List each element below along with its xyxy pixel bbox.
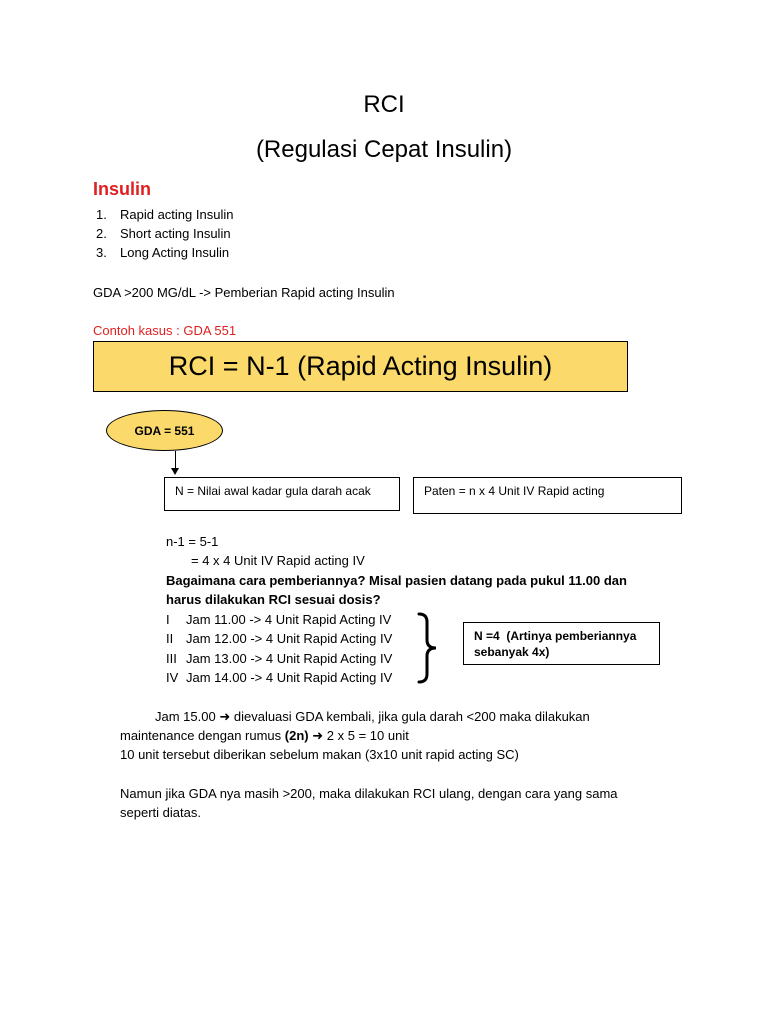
paten-box	[413, 477, 682, 514]
n4-box	[463, 622, 660, 665]
right-arrow-icon: ➜	[312, 728, 324, 743]
gda-bubble	[106, 410, 223, 451]
schedule-roman: III	[166, 651, 177, 666]
list-number: 1.	[96, 207, 107, 222]
doc-title: RCI	[363, 91, 405, 118]
schedule-roman: II	[166, 631, 174, 646]
schedule-row	[166, 612, 391, 627]
n-definition-text: N = Nilai awal kadar gula darah acak	[175, 484, 371, 498]
list-text: Rapid acting Insulin	[120, 207, 234, 222]
eval-line-1	[155, 707, 590, 726]
schedule-row	[166, 670, 392, 685]
schedule-row	[166, 651, 392, 666]
right-brace-icon	[417, 612, 441, 684]
question-line-2: harus dilakukan RCI sesuai dosis?	[166, 592, 381, 607]
eval-formula: (2n)	[284, 728, 309, 743]
case-label: Contoh kasus : GDA 551	[93, 323, 237, 338]
doc-subtitle: (Regulasi Cepat Insulin)	[255, 136, 513, 163]
gda-bubble-text: GDA = 551	[134, 423, 195, 438]
formula-box	[93, 341, 628, 392]
n4-line-2: sebanyak 4x)	[474, 645, 550, 659]
insulin-list	[96, 205, 233, 262]
calc-line-1: n-1 = 5-1	[166, 534, 219, 549]
schedule-text: Jam 11.00 -> 4 Unit Rapid Acting IV	[186, 612, 392, 627]
list-number: 2.	[96, 226, 107, 241]
down-arrow-icon	[171, 468, 179, 475]
schedule-text: Jam 12.00 -> 4 Unit Rapid Acting IV	[186, 631, 393, 646]
eval-maintenance: maintenance dengan rumus	[120, 728, 282, 743]
schedule-text: Jam 13.00 -> 4 Unit Rapid Acting IV	[186, 651, 393, 666]
n4-line-1: N =4 (Artinya pemberiannya	[474, 629, 637, 643]
n-definition-box	[164, 477, 400, 511]
schedule-roman: IV	[166, 670, 179, 685]
question-line-1: Bagaimana cara pemberiannya? Misal pasien datang pada pukul 11.00 dan	[166, 573, 627, 588]
eval-line-3: 10 unit tersebut diberikan sebelum makan (3x10 unit rapid acting SC)	[120, 747, 519, 762]
schedule-roman: I	[166, 612, 170, 627]
repeat-line-1: Namun jika GDA nya masih >200, maka dilakukan RCI ulang, dengan cara yang sama	[120, 786, 618, 801]
eval-time: Jam 15.00	[155, 709, 216, 724]
paten-text: Paten = n x 4 Unit IV Rapid acting	[424, 484, 605, 498]
schedule-text: Jam 14.00 -> 4 Unit Rapid Acting IV	[186, 670, 393, 685]
list-number: 3.	[96, 245, 107, 260]
schedule-row	[166, 631, 392, 646]
insulin-heading: Insulin	[93, 179, 151, 199]
repeat-line-2: seperti diatas.	[120, 805, 201, 820]
gda-rule: GDA >200 MG/dL -> Pemberian Rapid acting Insulin	[93, 285, 395, 300]
formula-text: RCI = N-1 (Rapid Acting Insulin)	[168, 351, 553, 381]
eval-line-2	[120, 726, 409, 745]
list-text: Long Acting Insulin	[120, 245, 230, 260]
eval-text: dievaluasi GDA kembali, jika gula darah <200 maka dilakukan	[233, 709, 590, 724]
right-arrow-icon: ➜	[219, 709, 231, 724]
calc-line-2: = 4 x 4 Unit IV Rapid acting IV	[191, 553, 365, 568]
list-item	[96, 243, 233, 262]
list-item	[96, 205, 233, 224]
list-text: Short acting Insulin	[120, 226, 231, 241]
list-item	[96, 224, 233, 243]
eval-result: 2 x 5 = 10 unit	[326, 728, 409, 743]
